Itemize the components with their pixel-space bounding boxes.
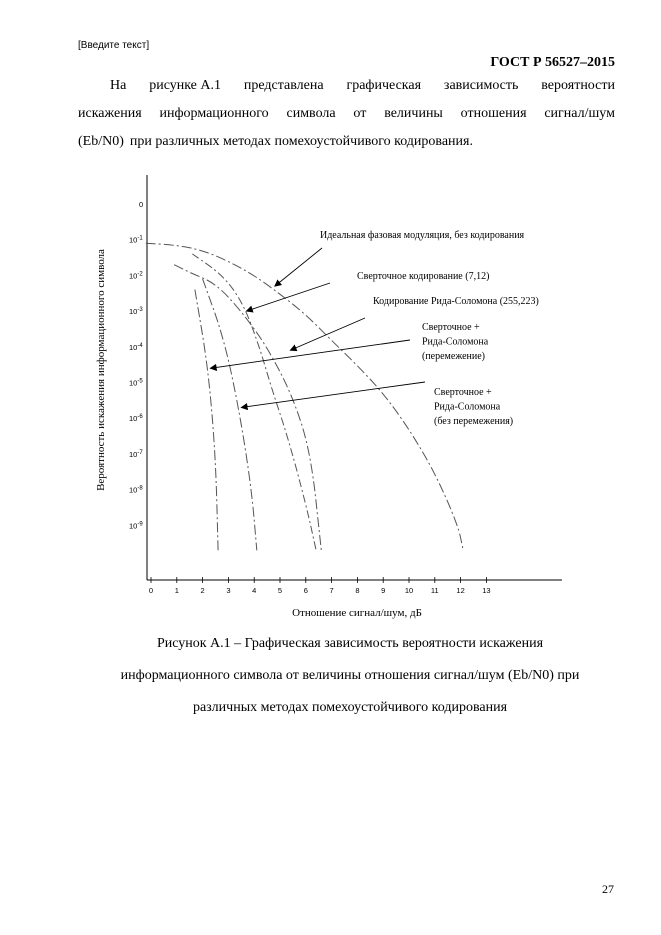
x-tick-label: 8 [355,586,360,595]
y-tick-label: $10^{-2}$ [129,271,143,281]
x-tick-label: 2 [200,586,205,595]
y-tick-label: 0 [139,200,144,209]
annotation-arrow [290,318,365,350]
standard-number: ГОСТ Р 56527–2015 [490,55,615,70]
y-tick-label: $10^{-3}$ [129,307,143,317]
y-tick-label: $10^{-6}$ [129,414,143,424]
intro-word: величины [384,106,443,121]
header-placeholder[interactable]: [Введите текст] [78,40,150,51]
x-tick-label: 0 [148,586,154,595]
curve-annotation-label: Рида-Соломона [434,401,501,413]
annotation-arrow [210,340,410,368]
figure-caption [60,628,640,724]
caption-line-3: различных методах помехоустойчивого кодирования [192,700,508,715]
annotation-arrow [246,283,330,311]
y-axis-title: Вероятность искажения информационного символа [95,249,107,491]
curve-annotation-label: Сверточное кодирование (7,12) [357,271,490,282]
x-tick-label: 11 [430,586,439,595]
caption-line-1: Рисунок А.1 – Графическая зависимость вероятности искажения [156,636,544,651]
x-tick-label: 3 [226,586,231,595]
intro-tail: при различных методах помехоустойчивого кодирования. [129,134,473,149]
curve-annotation-label: Сверточное + [422,322,480,333]
series-curve [203,279,257,550]
series-curve [174,265,321,551]
curve-annotation-label: Кодирование Рида-Соломона (255,223) [373,296,539,307]
intro-ratio: (Eb/N0) [78,134,124,149]
x-tick-label: 12 [456,586,465,595]
intro-word: искажения [78,106,142,121]
intro-word: зависимость [443,78,519,93]
x-tick-label: 7 [329,586,334,595]
x-tick-label: 5 [277,586,283,595]
intro-word: отношения [460,106,527,121]
x-tick-label: 6 [303,586,308,595]
intro-word: сигнал/шум [544,106,615,121]
intro-word: рисунке А.1 [149,78,221,93]
y-tick-label: $10^{-1}$ [129,235,143,245]
y-tick-label: $10^{-9}$ [129,521,143,531]
intro-word: от [353,106,367,121]
series-curve [146,243,463,550]
series-curve [195,290,218,551]
x-axis-title: Отношение сигнал/шум, дБ [292,607,422,619]
x-tick-label: 1 [174,586,179,595]
intro-word: На [110,78,127,93]
x-tick-label: 13 [482,586,491,595]
curve-annotation-label: (без перемежения) [434,416,514,427]
curve-annotation-label: Рида-Соломона [422,336,489,348]
intro-word: представлена [243,78,324,93]
curve-annotation-label: Идеальная фазовая модуляция, без кодирования [320,230,525,241]
intro-word: вероятности [541,78,615,93]
curve-annotation-label: Сверточное + [434,387,492,398]
caption-line-2: информационного символа от величины отношения сигнал/шум (Eb/N0) при [120,668,580,683]
page-number: 27 [602,882,614,896]
x-tick-label: 10 [404,586,414,595]
y-tick-label: $10^{-4}$ [129,342,143,352]
x-tick-label: 9 [381,586,386,595]
x-tick-label: 4 [252,586,257,595]
y-tick-label: $10^{-7}$ [129,449,143,459]
annotation-arrow [275,248,322,286]
intro-word: информационного [159,106,269,121]
y-tick-label: $10^{-8}$ [129,485,143,495]
intro-word: символа [286,106,336,121]
y-tick-label: $10^{-5}$ [129,378,143,388]
intro-word: графическая [346,78,422,93]
curve-annotation-label: (перемежение) [422,351,486,362]
annotation-arrow [241,382,425,407]
